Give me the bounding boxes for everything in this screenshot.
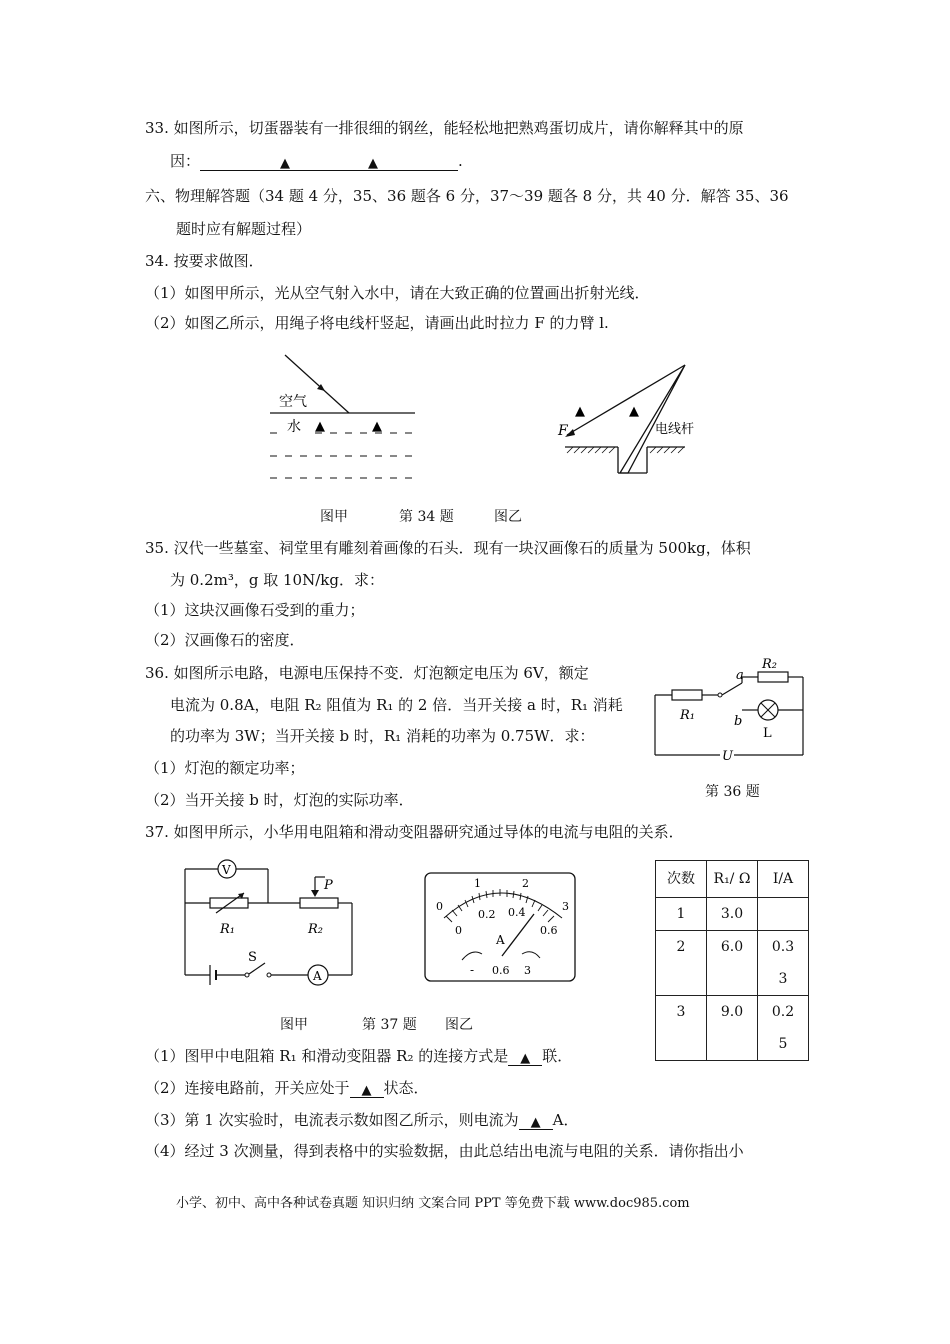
table-cell: 6.0 xyxy=(707,931,758,996)
table-header: R₁/ Ω xyxy=(707,861,758,898)
q37-item2-prefix: （2）连接电路前，开关应处于 xyxy=(145,1079,350,1097)
q37-item3-blank[interactable] xyxy=(519,1111,553,1130)
q35-line1: 35. 汉代一些墓室、祠堂里有雕刻着画像的石头．现有一块汉画像石的质量为 500kg，体积 xyxy=(145,539,751,557)
q37-item4: （4）经过 3 次测量，得到表格中的实验数据，由此总结出电流与电阻的关系．请你指出小 xyxy=(145,1142,744,1160)
pole xyxy=(620,365,685,473)
q36-a-label: a xyxy=(736,668,744,683)
q33-blank-mark-1: ▲ xyxy=(280,156,291,171)
q37-r2-label: R₂ xyxy=(308,922,323,937)
q33-blank-mark-2: ▲ xyxy=(368,156,379,171)
q37-item1 xyxy=(145,1046,572,1066)
q37-item3-prefix: （3）第 1 次实验时，电流表示数如图乙所示，则电流为 xyxy=(145,1111,519,1129)
q35-item2: （2）汉画像石的密度． xyxy=(145,631,305,649)
q37-item2 xyxy=(145,1078,429,1098)
table-cell: 3 xyxy=(656,996,707,1061)
fig-yi-mark-2: ▲ xyxy=(629,404,639,419)
table-cell: 3.0 xyxy=(707,898,758,931)
fig-jia-caption: 图甲 xyxy=(320,509,348,525)
scale-bottom-0: 0 xyxy=(455,924,462,937)
scale-bottom-2: 0.4 xyxy=(508,906,526,919)
switch-blade xyxy=(722,683,742,695)
q33-answer-blank[interactable] xyxy=(200,152,458,171)
q37-line1: 37. 如图甲所示，小华用电阻箱和滑动变阻器研究通过导体的电流与电阻的关系． xyxy=(145,823,684,841)
q37-item3-mark: ▲ xyxy=(530,1115,541,1130)
scale-top-2: 2 xyxy=(522,877,529,890)
fig-yi-caption: 图乙 xyxy=(494,509,522,525)
q37-caption-yi: 图乙 xyxy=(445,1017,473,1033)
table-header: 次数 xyxy=(656,861,707,898)
r2-resistor xyxy=(758,672,788,682)
q36-line1: 36. 如图所示电路，电源电压保持不变．灯泡额定电压为 6V，额定 xyxy=(145,664,589,682)
q33-prefix: 因： xyxy=(170,152,201,170)
table-header-row xyxy=(656,861,809,898)
q36-r2-label: R₂ xyxy=(762,657,777,672)
force-label: F xyxy=(558,423,568,439)
scale-top-0: 0 xyxy=(436,900,443,913)
q37-data-table xyxy=(655,860,809,1061)
water-label: 水 xyxy=(287,419,301,435)
q37-item2-suffix: 状态． xyxy=(383,1079,429,1097)
q36-b-label: b xyxy=(734,714,743,729)
meter-unit: A xyxy=(496,933,505,947)
section6-title-line1: 六、物理解答题（34 题 4 分，35、36 题各 6 分，37～39 题各 8 分，共 40 分．解答 35、36 xyxy=(145,187,789,205)
q33-end: . xyxy=(458,152,463,170)
q37-caption: 第 37 题 xyxy=(362,1017,417,1033)
q37-item1-prefix: （1）图甲中电阻箱 R₁ 和滑动变阻器 R₂ 的连接方式是 xyxy=(145,1047,509,1065)
q35-line2: 为 0.2m³，g 取 10N/kg．求： xyxy=(170,571,384,589)
q35-item1: （1）这块汉画像石受到的重力； xyxy=(145,601,365,619)
scale-bottom-1: 0.2 xyxy=(478,908,496,921)
fig-jia-mark-1: ▲ xyxy=(315,419,325,434)
q37-item1-blank[interactable] xyxy=(508,1047,542,1066)
q37-ammeter-dial xyxy=(422,870,578,985)
q34-item1: （1）如图甲所示，光从空气射入水中，请在大致正确的位置画出折射光线． xyxy=(145,284,650,302)
q36-r1-label: R₁ xyxy=(680,708,695,723)
q37-item2-mark: ▲ xyxy=(361,1083,372,1098)
terminal-06: 0.6 xyxy=(492,964,510,977)
q36-line3: 的功率为 3W；当开关接 b 时，R₁ 消耗的功率为 0.75W．求： xyxy=(170,727,595,745)
fig-jia-mark-2: ▲ xyxy=(372,419,382,434)
q33-line2 xyxy=(170,151,463,171)
q37-item1-mark: ▲ xyxy=(520,1051,531,1066)
rheostat xyxy=(300,898,338,908)
table-cell: 2 xyxy=(656,931,707,996)
terminal-neg: - xyxy=(470,963,475,977)
ammeter-label: A xyxy=(313,969,322,983)
section6-title-line2: 题时应有解题过程） xyxy=(176,220,312,238)
terminal-3: 3 xyxy=(524,964,531,977)
q36-line2: 电流为 0.8A，电阻 R₂ 阻值为 R₁ 的 2 倍．当开关接 a 时，R₁ 消耗 xyxy=(170,696,623,714)
q34-title: 34. 按要求做图． xyxy=(145,252,264,270)
q37-item3-suffix: A． xyxy=(552,1111,579,1129)
q34-item2: （2）如图乙所示，用绳子将电线杆竖起，请画出此时拉力 F 的力臂 l. xyxy=(145,314,609,332)
air-label: 空气 xyxy=(279,394,307,410)
q37-item1-suffix: 联． xyxy=(542,1047,573,1065)
q36-u-label: U xyxy=(722,749,733,764)
q36-item1: （1）灯泡的额定功率； xyxy=(145,759,305,777)
table-cell: 0.3 3 xyxy=(758,931,809,996)
voltmeter-label: V xyxy=(222,863,231,877)
q37-circuit-jia xyxy=(180,855,355,995)
q34-figure-yi xyxy=(555,355,725,480)
slider-p-label: P xyxy=(324,878,333,893)
ground-hatch xyxy=(567,447,684,453)
q33-line1: 33. 如图所示，切蛋器装有一排很细的钢丝，能轻松地把熟鸡蛋切成片，请你解释其中的原 xyxy=(145,119,744,137)
pole-label: 电线杆 xyxy=(655,422,695,437)
table-cell: 9.0 xyxy=(707,996,758,1061)
scale-bottom-3: 0.6 xyxy=(540,924,558,937)
q36-caption: 第 36 题 xyxy=(705,784,760,800)
q37-r1-label: R₁ xyxy=(220,922,235,937)
fig-yi-mark-1: ▲ xyxy=(575,404,585,419)
q37-caption-jia: 图甲 xyxy=(280,1017,308,1033)
table-row xyxy=(656,898,809,931)
q34-caption: 第 34 题 xyxy=(399,509,454,525)
q37-item2-blank[interactable] xyxy=(350,1079,384,1098)
q37-item3 xyxy=(145,1110,578,1130)
q34-figure-jia xyxy=(265,345,425,495)
table-cell: 0.2 5 xyxy=(758,996,809,1061)
switch-s-label: S xyxy=(248,950,257,965)
scale-top-3: 3 xyxy=(562,900,569,913)
table-header: I/A xyxy=(758,861,809,898)
table-row xyxy=(656,931,809,996)
table-cell: 1 xyxy=(656,898,707,931)
r1-resistor xyxy=(672,690,702,700)
q36-circuit xyxy=(650,655,810,767)
scale-top-1: 1 xyxy=(474,877,481,890)
table-row xyxy=(656,996,809,1061)
q36-item2: （2）当开关接 b 时，灯泡的实际功率． xyxy=(145,791,414,809)
page-footer[interactable]: 小学、初中、高中各种试卷真题 知识归纳 文案合同 PPT 等免费下载 www.doc985.com xyxy=(176,1196,690,1211)
table-cell xyxy=(758,898,809,931)
q36-lamp-label: L xyxy=(763,726,772,741)
